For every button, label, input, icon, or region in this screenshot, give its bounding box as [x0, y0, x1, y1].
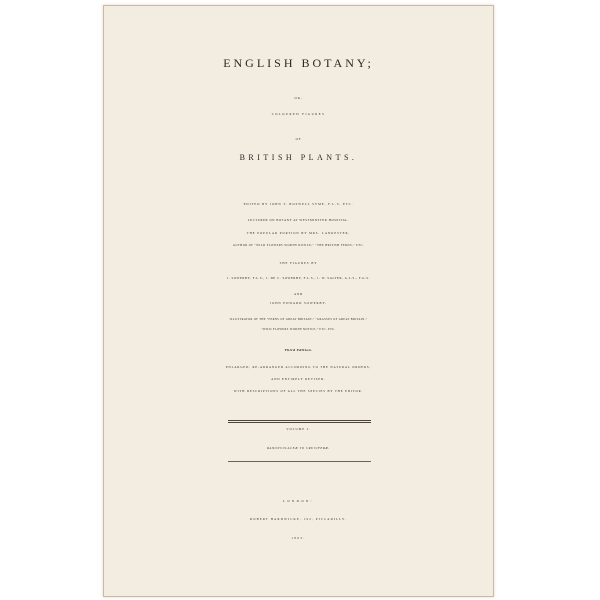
- title-page: [103, 5, 494, 597]
- book-title: ENGLISH BOTANY;: [223, 56, 374, 70]
- wild-flowers-credentials: "WILD FLOWERS WORTH NOTICE," ETC. ETC.: [261, 328, 336, 331]
- imprint-year: 1863.: [291, 536, 306, 540]
- edition-description-1: ENLARGED, RE-ARRANGED ACCORDING TO THE NATURAL ORDERS,: [225, 365, 372, 369]
- divider-bottom: [228, 461, 371, 462]
- lankester-credentials: AUTHOR OF "WILD FLOWERS WORTH NOTICE," "THE BRITISH FERNS," ETC.: [232, 244, 365, 247]
- popular-portion-line: THE POPULAR PORTION BY MRS. LANKESTER,: [246, 231, 351, 235]
- of-connector: OF: [295, 137, 302, 141]
- divider-top-2: [228, 422, 371, 423]
- illustrators-line: J. SOWERBY, F.L.S., J. DE C. SOWERBY, F.L.S., J. W. SALTER, A.L.S., F.G.S.: [227, 276, 370, 280]
- divider-top-1: [228, 420, 371, 421]
- and-connector: AND: [294, 292, 303, 296]
- editor-line: EDITED BY JOHN T. BOSWELL SYME, F.L.S. ETC.: [243, 202, 354, 206]
- volume-range: RANUNCULACEÆ TO CRUCIFERÆ.: [267, 446, 330, 450]
- edition-description-3: WITH DESCRIPTIONS OF ALL THE SPECIES BY THE EDITOR.: [233, 389, 364, 393]
- volume-label: VOLUME I.: [286, 427, 311, 431]
- imprint-city: LONDON:: [283, 499, 314, 503]
- book-title-secondary: BRITISH PLANTS.: [239, 153, 358, 162]
- editor-credentials: LECTURER ON BOTANY AT WESTMINSTER HOSPITAL.: [247, 218, 350, 222]
- figures-by-heading: THE FIGURES BY: [279, 261, 318, 265]
- edition-label: Third Edition.: [284, 348, 313, 352]
- edition-description-2: AND ENTIRELY REVISED.: [271, 377, 326, 381]
- illustrator-credentials: ILLUSTRATOR OF THE "FERNS OF GREAT BRITAIN," "GRASSES OF GREAT BRITAIN,": [229, 318, 368, 321]
- imprint-publisher: ROBERT HARDWICKE, 192, PICCADILLY.: [250, 517, 347, 521]
- or-connector: OR,: [294, 96, 303, 100]
- john-sowerby-line: JOHN EDWARD SOWERBY,: [269, 301, 328, 305]
- book-subtitle: COLOURED FIGURES: [271, 112, 326, 116]
